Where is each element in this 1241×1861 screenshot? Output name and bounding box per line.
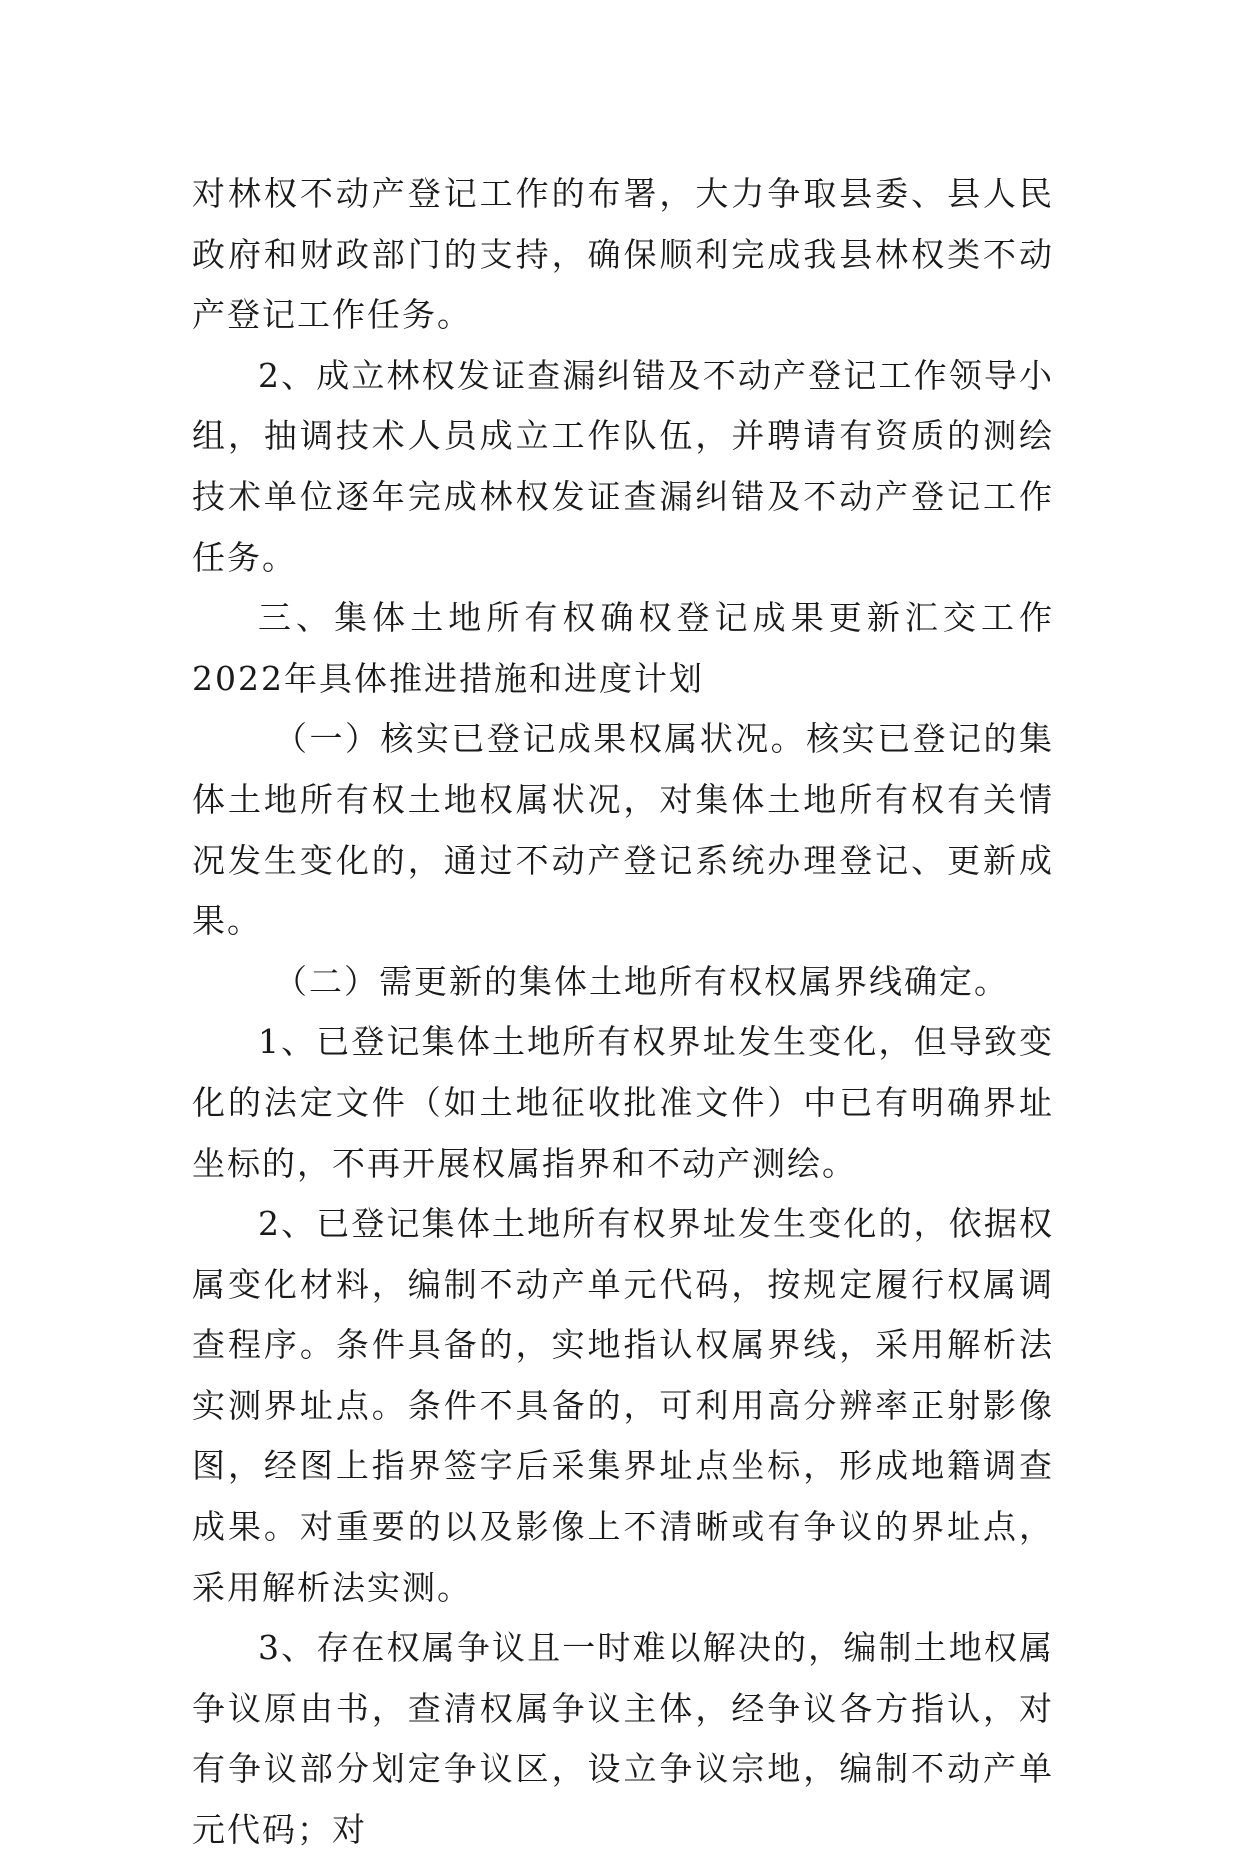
document-body <box>192 164 1054 1861</box>
paragraph-item-3-dispute: 3、存在权属争议且一时难以解决的，编制土地权属争议原由书，查清权属争议主体，经争议各方指认，对有争议部分划定争议区，设立争议宗地，编制不动产单元代码；对 <box>192 1628 1054 1850</box>
paragraph-item-2-boundary-survey: 2、已登记集体土地所有权界址发生变化的，依据权属变化材料，编制不动产单元代码，按规定履行权属调查程序。条件具备的，实地指认权属界线，采用解析法实测界址点。条件不具备的，可利用高分辨率正射影像图，经图上指界签字后采集界址点坐标，形成地籍调查成果。对重要的以及影像上不清晰或有争议的界址点，采用解析法实测。 <box>192 1204 1054 1607</box>
paragraph-continuation: 对林权不动产登记工作的布署，大力争取县委、县人民政府和财政部门的支持，确保顺利完成我县林权类不动产登记工作任务。 <box>192 174 1054 335</box>
paragraph-item-1-boundary-change: 1、已登记集体土地所有权界址发生变化，但导致变化的法定文件（如土地征收批准文件）中已有明确界址坐标的，不再开展权属指界和不动产测绘。 <box>192 1022 1054 1183</box>
paragraph-subsection-1: （一）核实已登记成果权属状况。核实已登记的集体土地所有权土地权属状况，对集体土地所有权有关情况发生变化的，通过不动产登记系统办理登记、更新成果。 <box>192 719 1054 941</box>
paragraph-item-2-leading-group: 2、成立林权发证查漏纠错及不动产登记工作领导小组，抽调技术人员成立工作队伍，并聘请有资质的测绘技术单位逐年完成林权发证查漏纠错及不动产登记工作任务。 <box>192 355 1054 577</box>
paragraph-subsection-2: （二）需更新的集体土地所有权权属界线确定。 <box>274 961 1009 1001</box>
section-heading-3: 三、集体土地所有权确权登记成果更新汇交工作2022年具体推进措施和进度计划 <box>192 598 1054 698</box>
